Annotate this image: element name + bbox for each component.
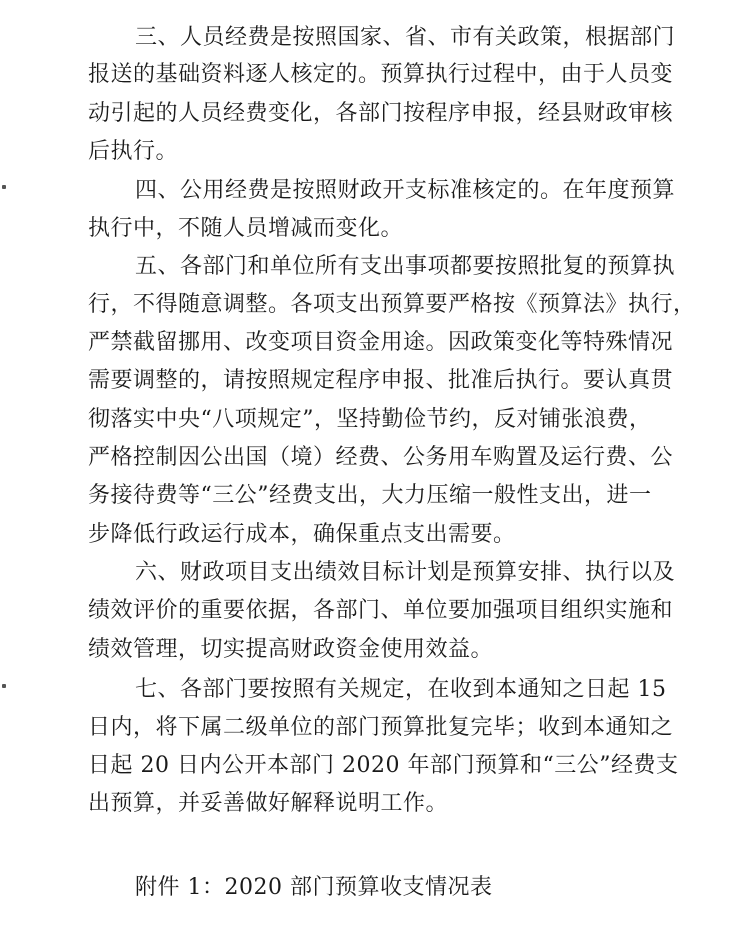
scan-mark <box>2 684 6 688</box>
paragraph-5-line-2: 行，不得随意调整。各项支出预算要严格按《预算法》执行， <box>88 292 696 317</box>
paragraph-5-line-8: 步降低行政运行成本，确保重点支出需要。 <box>88 522 516 547</box>
paragraph-5-line-3: 严禁截留挪用、改变项目资金用途。因政策变化等特殊情况 <box>88 330 674 355</box>
paragraph-7-line-4: 出预算，并妥善做好解释说明工作。 <box>88 791 449 816</box>
paragraph-3-line-2: 报送的基础资料逐人核定的。预算执行过程中，由于人员变 <box>88 62 674 87</box>
paragraph-7-line-2: 日内，将下属二级单位的部门预算批复完毕；收到本通知之 <box>88 715 674 740</box>
paragraph-6-line-3: 绩效管理，切实提高财政资金使用效益。 <box>88 637 494 662</box>
paragraph-7-line-3: 日起 20 日内公开本部门 2020 年部门预算和“三公”经费支 <box>88 753 679 778</box>
paragraph-6-line-2: 绩效评价的重要依据，各部门、单位要加强项目组织实施和 <box>88 598 674 623</box>
paragraph-5-line-5: 彻落实中央“八项规定”，坚持勤俭节约，反对铺张浪费， <box>88 407 652 432</box>
paragraph-3-line-3: 动引起的人员经费变化，各部门按程序申报，经县财政审核 <box>88 101 674 126</box>
paragraph-5-line-6: 严格控制因公出国（境）经费、公务用车购置及运行费、公 <box>88 445 674 470</box>
paragraph-5-line-7: 务接待费等“三公”经费支出，大力压缩一般性支出，进一 <box>88 483 652 508</box>
paragraph-4-line-1: 四、公用经费是按照财政开支标准核定的。在年度预算 <box>135 178 676 203</box>
paragraph-5-line-1: 五、各部门和单位所有支出事项都要按照批复的预算执 <box>135 254 676 279</box>
scan-mark <box>2 185 6 189</box>
paragraph-5-line-4: 需要调整的，请按照规定程序申报、批准后执行。要认真贯 <box>88 368 674 393</box>
paragraph-7-line-1: 七、各部门要按照有关规定，在收到本通知之日起 15 <box>135 677 667 702</box>
paragraph-3-line-4: 后执行。 <box>88 139 179 164</box>
attachment-line: 附件 1：2020 部门预算收支情况表 <box>135 875 493 900</box>
paragraph-3-line-1: 三、人员经费是按照国家、省、市有关政策，根据部门 <box>135 25 676 50</box>
paragraph-6-line-1: 六、财政项目支出绩效目标计划是预算安排、执行以及 <box>135 560 676 585</box>
paragraph-4-line-2: 执行中，不随人员增减而变化。 <box>88 216 404 241</box>
